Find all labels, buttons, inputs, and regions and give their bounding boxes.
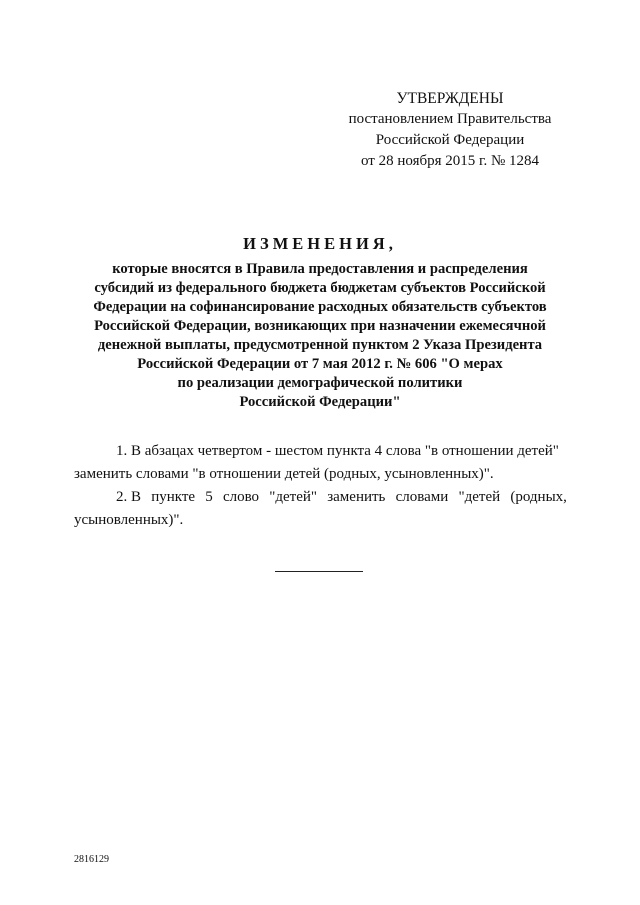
subtitle-line: Федерации на софинансирование расходных обязательств субъектов bbox=[93, 299, 547, 315]
subtitle-line: субсидий из федерального бюджета бюджетам субъектов Российской bbox=[94, 280, 546, 296]
amendment-1-line-1: 1. В абзацах четвертом - шестом пункта 4 слова "в отношении детей" bbox=[116, 443, 559, 459]
subtitle-line: Российской Федерации от 7 мая 2012 г. № 606 "О мерах bbox=[137, 356, 503, 372]
subtitle-line: денежной выплаты, предусмотренной пунктом 2 Указа Президента bbox=[97, 337, 543, 353]
subtitle-line: Российской Федерации" bbox=[239, 394, 401, 410]
amendment-2-word: 5 bbox=[205, 489, 213, 505]
amendment-2-word: (родных, bbox=[510, 489, 567, 505]
document-code: 2816129 bbox=[74, 854, 109, 865]
approval-block bbox=[330, 88, 570, 172]
amendment-item-2 bbox=[74, 486, 567, 532]
subtitle-line: которые вносятся в Правила предоставления и распределения bbox=[112, 261, 528, 277]
amendment-item-1 bbox=[74, 440, 567, 486]
amendment-2-word: заменить bbox=[327, 489, 386, 505]
subtitle-line: по реализации демографической политики bbox=[177, 375, 463, 391]
amendment-2-word: слово bbox=[222, 489, 260, 505]
approval-line-3: от 28 ноября 2015 г. № 1284 bbox=[360, 153, 540, 169]
amendment-2-word: "детей bbox=[458, 489, 501, 505]
approval-heading: УТВЕРЖДЕНЫ bbox=[396, 90, 504, 107]
amendment-1-line-2: заменить словами "в отношении детей (родных, усыновленных)". bbox=[74, 466, 494, 482]
amendment-2-word: "детей" bbox=[269, 489, 318, 505]
document-title: ИЗМЕНЕНИЯ, bbox=[243, 234, 397, 253]
approval-line-2: Российской Федерации bbox=[375, 132, 525, 148]
approval-line-1: постановлением Правительства bbox=[348, 111, 552, 127]
end-separator bbox=[275, 571, 363, 572]
subtitle-line: Российской Федерации, возникающих при назначении ежемесячной bbox=[94, 318, 546, 334]
amendment-2-line-2: усыновленных)". bbox=[74, 512, 184, 528]
amendment-2-line-1 bbox=[74, 486, 567, 509]
amendments-list bbox=[74, 440, 567, 532]
amendment-2-word: пункте bbox=[151, 489, 196, 505]
amendment-2-word: словами bbox=[395, 489, 449, 505]
document-subtitle bbox=[86, 260, 554, 412]
amendment-2-word: 2. В bbox=[116, 489, 142, 505]
